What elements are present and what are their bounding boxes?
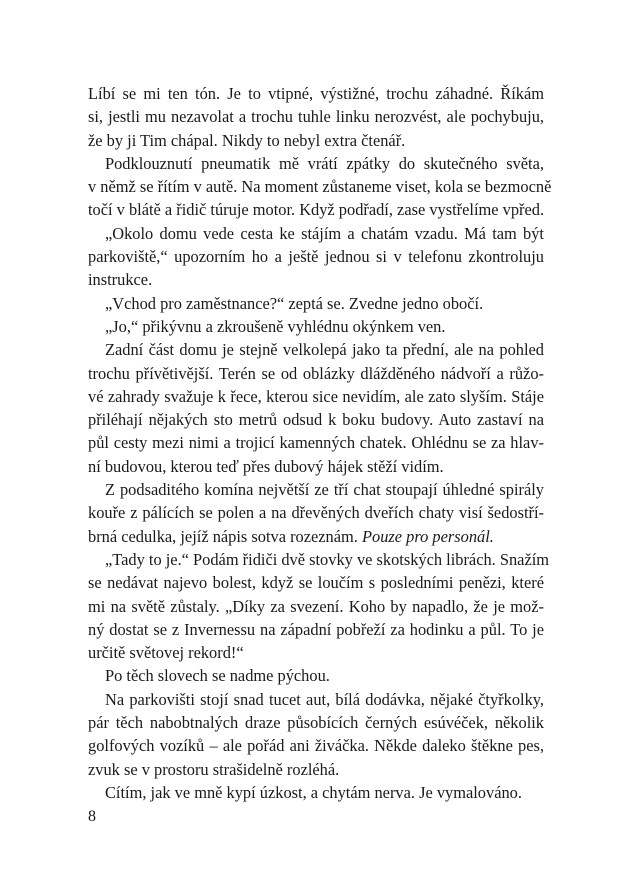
text-line: Po těch slovech se nadme pýchou. [105, 666, 330, 686]
paragraph [88, 338, 544, 478]
paragraph [88, 152, 552, 222]
text-line: vé zahrady svažuje k řece, kterou sice nevidím, ale zato slyším. Stáje [88, 386, 544, 406]
text-line: mi na světě zůstaly. „Díky za svezení. Koho by napadlo, že je mož- [88, 596, 544, 616]
text-line: určitě světovej rekord!“ [88, 643, 244, 663]
text-line: instrukce. [88, 270, 153, 290]
paragraph [88, 82, 544, 152]
paragraph [88, 292, 544, 315]
text-line: si, jestli mu nezavolat a trochu tuhle linku nerozvést, ale pochybuju, [88, 107, 544, 127]
paragraph [88, 548, 550, 664]
text-line: ní budovou, kterou teď přes dubový hájek stěží vidím. [88, 456, 444, 476]
text-line: ný dostat se z Invernessu na západní pobřeží za hodinku a půl. To je [88, 619, 544, 639]
text-line: brná cedulka, jejíž nápis sotva rozeznám. Pouze pro personál. [88, 526, 494, 546]
paragraph [88, 315, 544, 338]
paragraph [88, 478, 544, 548]
text-line: „Tady to je.“ Podám řidiči dvě stovky ve skotských librách. Snažím [105, 549, 550, 569]
body-text [88, 82, 552, 804]
text-line: Líbí se mi ten tón. Je to vtipné, výstižné, trochu záhadné. Říkám [88, 84, 544, 103]
text-line: půl cesty mezi nimi a trojicí kamenných chatek. Ohlédnu se za hlav- [88, 433, 544, 453]
text-line: pár těch nabobtnalých draze působících černých esúvéček, několik [88, 713, 544, 733]
text-line: se nedávat najevo bolest, když se loučím s posledními penězi, které [88, 573, 544, 593]
page-number: 8 [88, 808, 96, 825]
text-line: Zadní část domu je stejně velkolepá jako ta přední, ale na pohled [105, 340, 544, 360]
text-line: Z podsaditého komína největší ze tří chat stoupají úhledné spirály [105, 480, 544, 500]
text-line: trochu přívětivější. Terén se od oblázky dlážděného nádvoří a růžo- [88, 363, 544, 383]
text-line: „Jo,“ přikývnu a zkroušeně vyhlédnu okýnkem ven. [105, 316, 446, 336]
text-line: „Vchod pro zaměstnance?“ zeptá se. Zvedne jedno obočí. [105, 293, 484, 313]
text-line: Cítím, jak ve mně kypí úzkost, a chytám nerva. Je vymalováno. [105, 782, 522, 802]
text-line: Na parkovišti stojí snad tucet aut, bílá dodávka, nějaké čtyřkolky, [105, 689, 544, 709]
italic-sign-text: Pouze pro personál. [362, 526, 494, 546]
paragraph [88, 688, 544, 781]
paragraph [88, 222, 544, 292]
text-line: golfových vozíků – ale pořád ani živáčka. Někde daleko štěkne pes, [88, 736, 544, 756]
text-line: přiléhají nějakých sto metrů odsud k boku budovy. Auto zastaví na [88, 410, 544, 430]
text-line: parkoviště,“ upozorním ho a ještě jednou si v telefonu zkontroluju [88, 247, 544, 267]
paragraph [88, 664, 544, 687]
text-line: v němž se řítím v autě. Na moment zůstaneme viset, kola se bezmocně [88, 177, 552, 197]
text-line: zvuk se v prostoru strašidelně rozléhá. [88, 759, 340, 779]
text-line: točí v blátě a řidič túruje motor. Když podřadí, zase vystřelíme vpřed. [88, 200, 545, 220]
text-line: že by ji Tim chápal. Nikdy to nebyl extra čtenář. [88, 130, 406, 150]
paragraph [88, 781, 544, 804]
text-line: „Okolo domu vede cesta ke stájím a chatám vzadu. Má tam být [105, 223, 544, 243]
text-line: kouře z pálících se polen a na dřevěných dveřích chaty visí šedostří- [88, 503, 544, 523]
text-line: Podklouznutí pneumatik mě vrátí zpátky do skutečného světa, [105, 153, 544, 173]
